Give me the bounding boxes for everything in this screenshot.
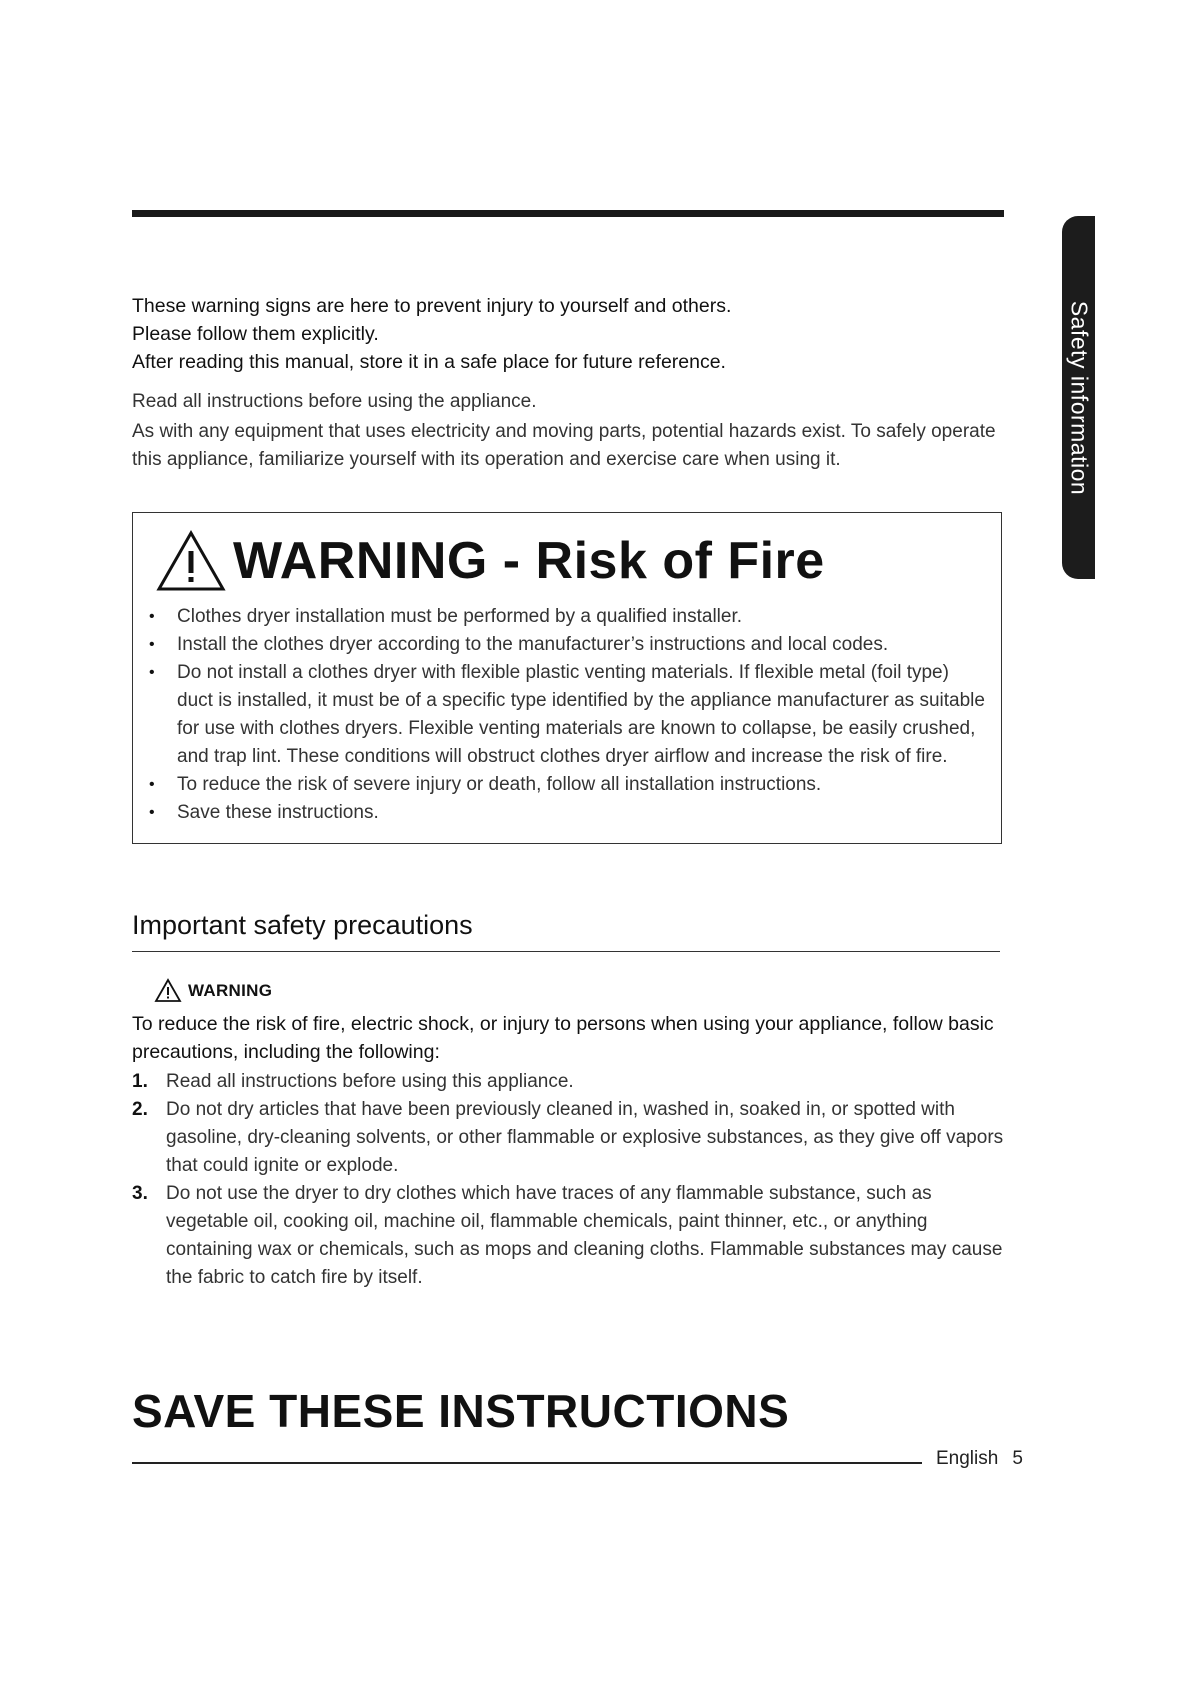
warning-triangle-icon [154,978,182,1003]
item-text: Do not use the dryer to dry clothes which have traces of any flammable substance, such as vegetable oil, cooking oil, machine oil, flammable chemicals, paint thinner, etc., or anything containing wax or chemicals, such as mops and cleaning cloths. Flammable substances may cause the fabric to catch fire by itself. [166,1183,1003,1288]
list-item [132,1068,1012,1096]
general-text [132,388,1012,474]
fire-warning-box [132,512,1002,844]
precautions-intro-text: To reduce the risk of fire, electric shock, or injury to persons when using your appliance, follow basic precautions, including the following: [132,1013,994,1063]
footer-divider [132,1462,922,1464]
warning-text: WARNING [188,980,273,1000]
top-divider [132,210,1004,217]
item-text: Read all instructions before using this appliance. [166,1071,574,1092]
warning-label [154,978,272,1003]
list-item: • Clothes dryer installation must be performed by a qualified installer. [149,603,989,631]
general-line: As with any equipment that uses electricity and moving parts, potential hazards exist. To safely operate this appliance, familiarize yourself with its operation and exercise care when using it. [132,421,996,470]
item-text: Do not dry articles that have been previously cleaned in, washed in, soaked in, or spotted with gasoline, dry-cleaning solvents, or other flammable or explosive substances, as they give off vapors that could ignite or explode. [166,1099,1004,1176]
precautions-list [132,1068,1012,1292]
list-item: • To reduce the risk of severe injury or death, follow all installation instructions. [149,771,989,799]
item-number: 1. [132,1071,148,1092]
page-footer [936,1448,1023,1470]
list-item: • Save these instructions. [149,799,989,827]
list-item [132,1180,1012,1292]
item-number: 2. [132,1099,148,1120]
list-item: • Do not install a clothes dryer with flexible plastic venting materials. If flexible metal (foil type) duct is installed, it must be of a specific type identified by the appliance manufacturer as suitable for use with clothes dryers. Flexible venting materials are known to collapse, be easily crushed, and trap lint. These conditions will obstruct clothes dryer airflow and increase the risk of fire. [149,659,989,771]
warning-triangle-icon [155,529,227,593]
list-item [132,1096,1012,1180]
footer-language: English [936,1448,999,1469]
intro-line: After reading this manual, store it in a safe place for future reference. [132,351,726,373]
page-number: 5 [1012,1448,1023,1469]
intro-text [132,292,1012,376]
fire-warning-list [149,603,989,827]
item-number: 3. [132,1183,148,1204]
intro-line: Please follow them explicitly. [132,323,379,345]
section-tab[interactable] [1062,216,1095,579]
section-heading: Important safety precautions [132,910,1000,952]
save-instructions-heading: SAVE THESE INSTRUCTIONS [132,1385,790,1437]
intro-line: These warning signs are here to prevent injury to yourself and others. [132,295,732,317]
fire-warning-heading: WARNING - Risk of Fire [233,532,825,590]
list-item: • Install the clothes dryer according to the manufacturer’s instructions and local codes. [149,631,989,659]
fire-warning-title [155,529,825,593]
section-tab-label: Safety information [1066,300,1092,495]
general-line: Read all instructions before using the appliance. [132,391,537,412]
precautions-intro [132,1010,1012,1066]
